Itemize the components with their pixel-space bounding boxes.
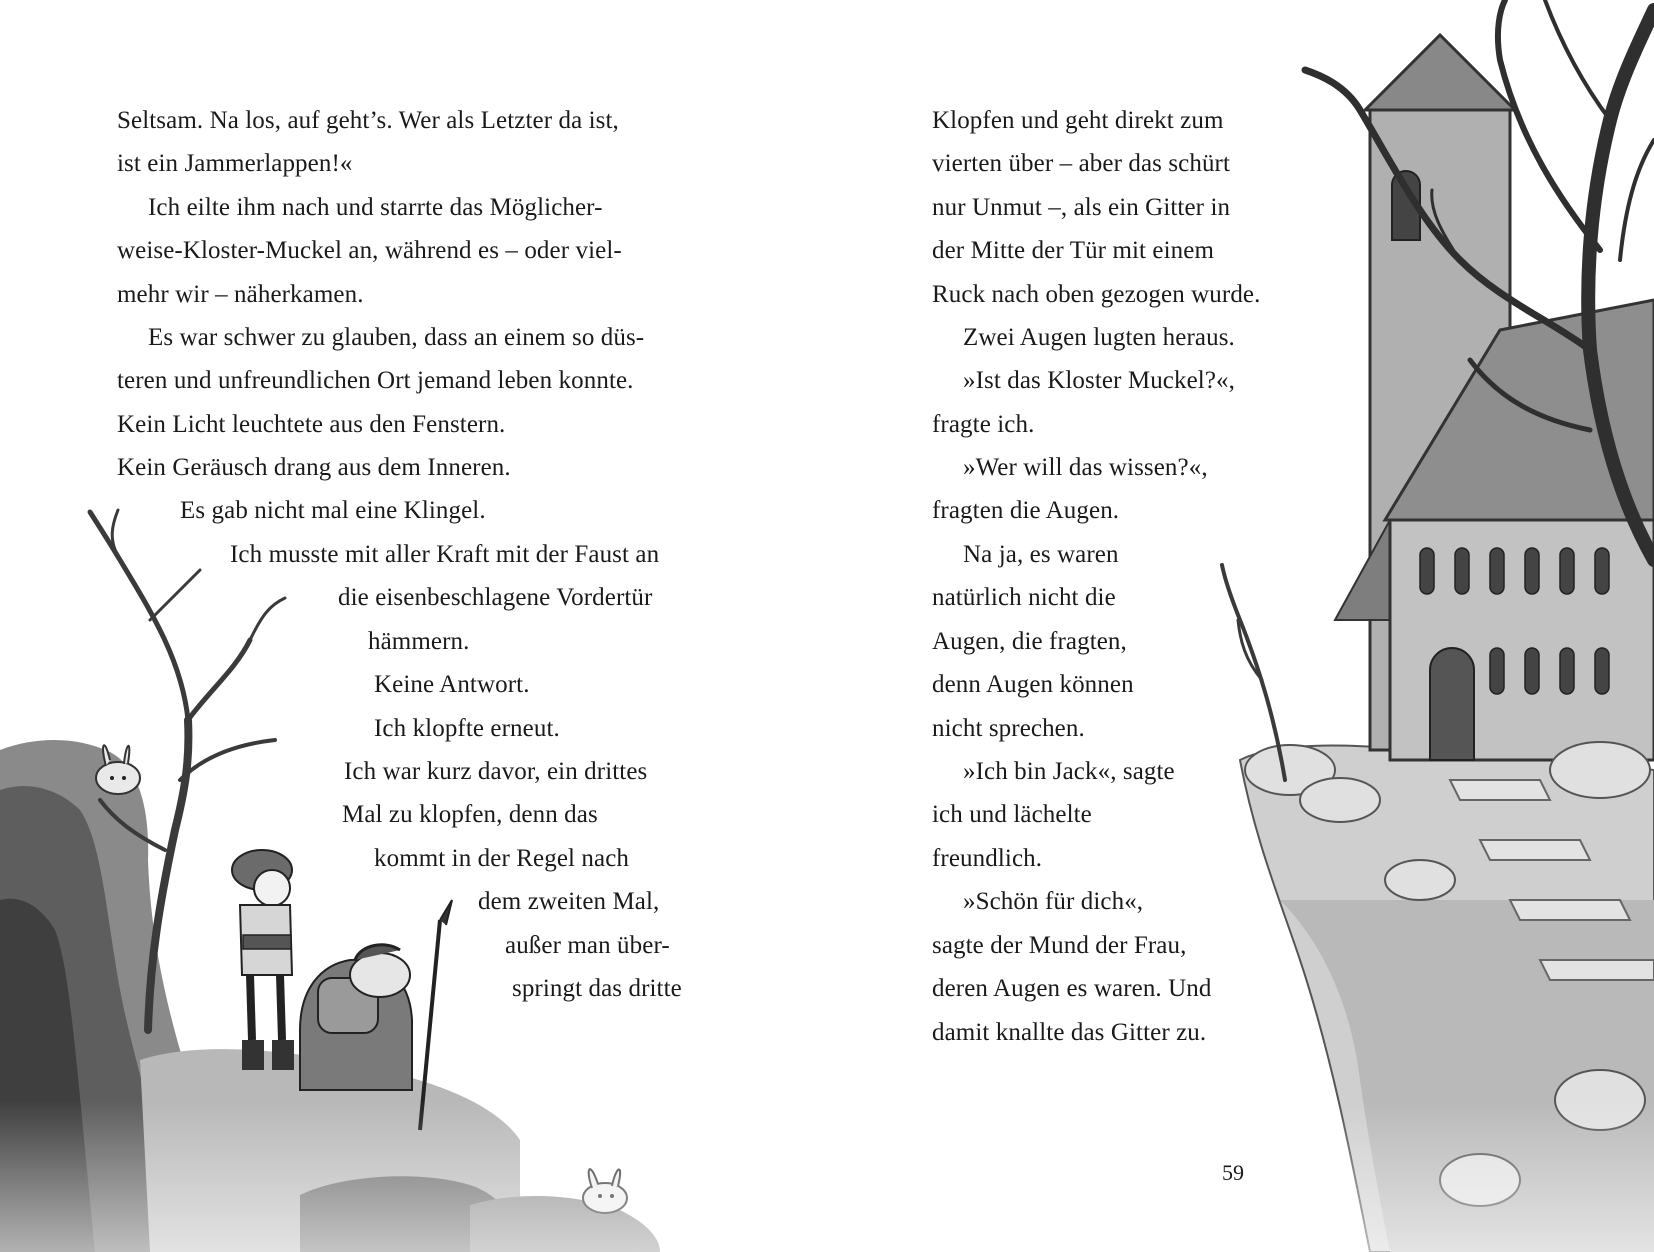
text-line: Ich war kurz davor, ein drittes <box>344 758 648 785</box>
text-line: Es gab nicht mal eine Klingel. <box>180 497 486 524</box>
text-line: außer man über- <box>505 932 670 959</box>
text-line: weise-Kloster-Muckel an, während es – oder viel- <box>117 237 622 264</box>
text-line: Ich eilte ihm nach und starrte das Möglicher- <box>148 194 603 221</box>
text-line: Augen, die fragten, <box>932 628 1127 655</box>
text-line: »Ich bin Jack«, sagte <box>963 758 1175 785</box>
text-line: Ich klopfte erneut. <box>374 715 560 742</box>
text-line: nur Unmut –, als ein Gitter in <box>932 194 1231 221</box>
text-line: die eisenbeschlagene Vordertür <box>338 584 653 611</box>
text-line: teren und unfreundlichen Ort jemand leben konnte. <box>117 367 634 394</box>
text-line: Na ja, es waren <box>963 541 1119 568</box>
jack-figure <box>232 850 294 1070</box>
text-line: Klopfen und geht direkt zum <box>932 107 1224 134</box>
text-line: ich und lächelte <box>932 801 1092 828</box>
text-line: Ich musste mit aller Kraft mit der Faust an <box>230 541 660 568</box>
text-line: mehr wir – näherkamen. <box>117 281 364 308</box>
text-line: Zwei Augen lugten heraus. <box>963 324 1235 351</box>
text-line: fragte ich. <box>932 411 1035 438</box>
text-line: sagte der Mund der Frau, <box>932 932 1187 959</box>
text-line: denn Augen können <box>932 671 1134 698</box>
text-line: kommt in der Regel nach <box>374 845 630 872</box>
text-line: Kein Geräusch drang aus dem Inneren. <box>117 454 511 481</box>
text-line: deren Augen es waren. Und <box>932 975 1212 1002</box>
text-line: »Schön für dich«, <box>963 888 1144 915</box>
text-line: »Ist das Kloster Muckel?«, <box>963 367 1235 394</box>
text-line: Mal zu klopfen, denn das <box>342 801 598 828</box>
page-number: 59 <box>1222 1160 1244 1185</box>
text-line: nicht sprechen. <box>932 715 1085 742</box>
text-line: Kein Licht leuchtete aus den Fenstern. <box>117 411 506 438</box>
text-line: natürlich nicht die <box>932 584 1116 611</box>
text-line: dem zweiten Mal, <box>478 888 660 915</box>
text-line: »Wer will das wissen?«, <box>963 454 1208 481</box>
text-line: hämmern. <box>368 628 470 655</box>
text-line: Ruck nach oben gezogen wurde. <box>932 281 1261 308</box>
text-line: springt das dritte <box>512 975 682 1002</box>
text-line: Seltsam. Na los, auf geht’s. Wer als Letzter da ist, <box>117 107 619 134</box>
bunny-left <box>96 745 140 794</box>
text-line: Keine Antwort. <box>374 671 530 698</box>
text-line: Es war schwer zu glauben, dass an einem so düs- <box>148 324 645 351</box>
text-line: damit knallte das Gitter zu. <box>932 1019 1207 1046</box>
text-line: der Mitte der Tür mit einem <box>932 237 1215 264</box>
text-line: fragten die Augen. <box>932 497 1120 524</box>
text-line: ist ein Jammerlappen!« <box>117 150 353 177</box>
text-line: freundlich. <box>932 845 1043 872</box>
text-line: vierten über – aber das schürt <box>932 150 1231 177</box>
